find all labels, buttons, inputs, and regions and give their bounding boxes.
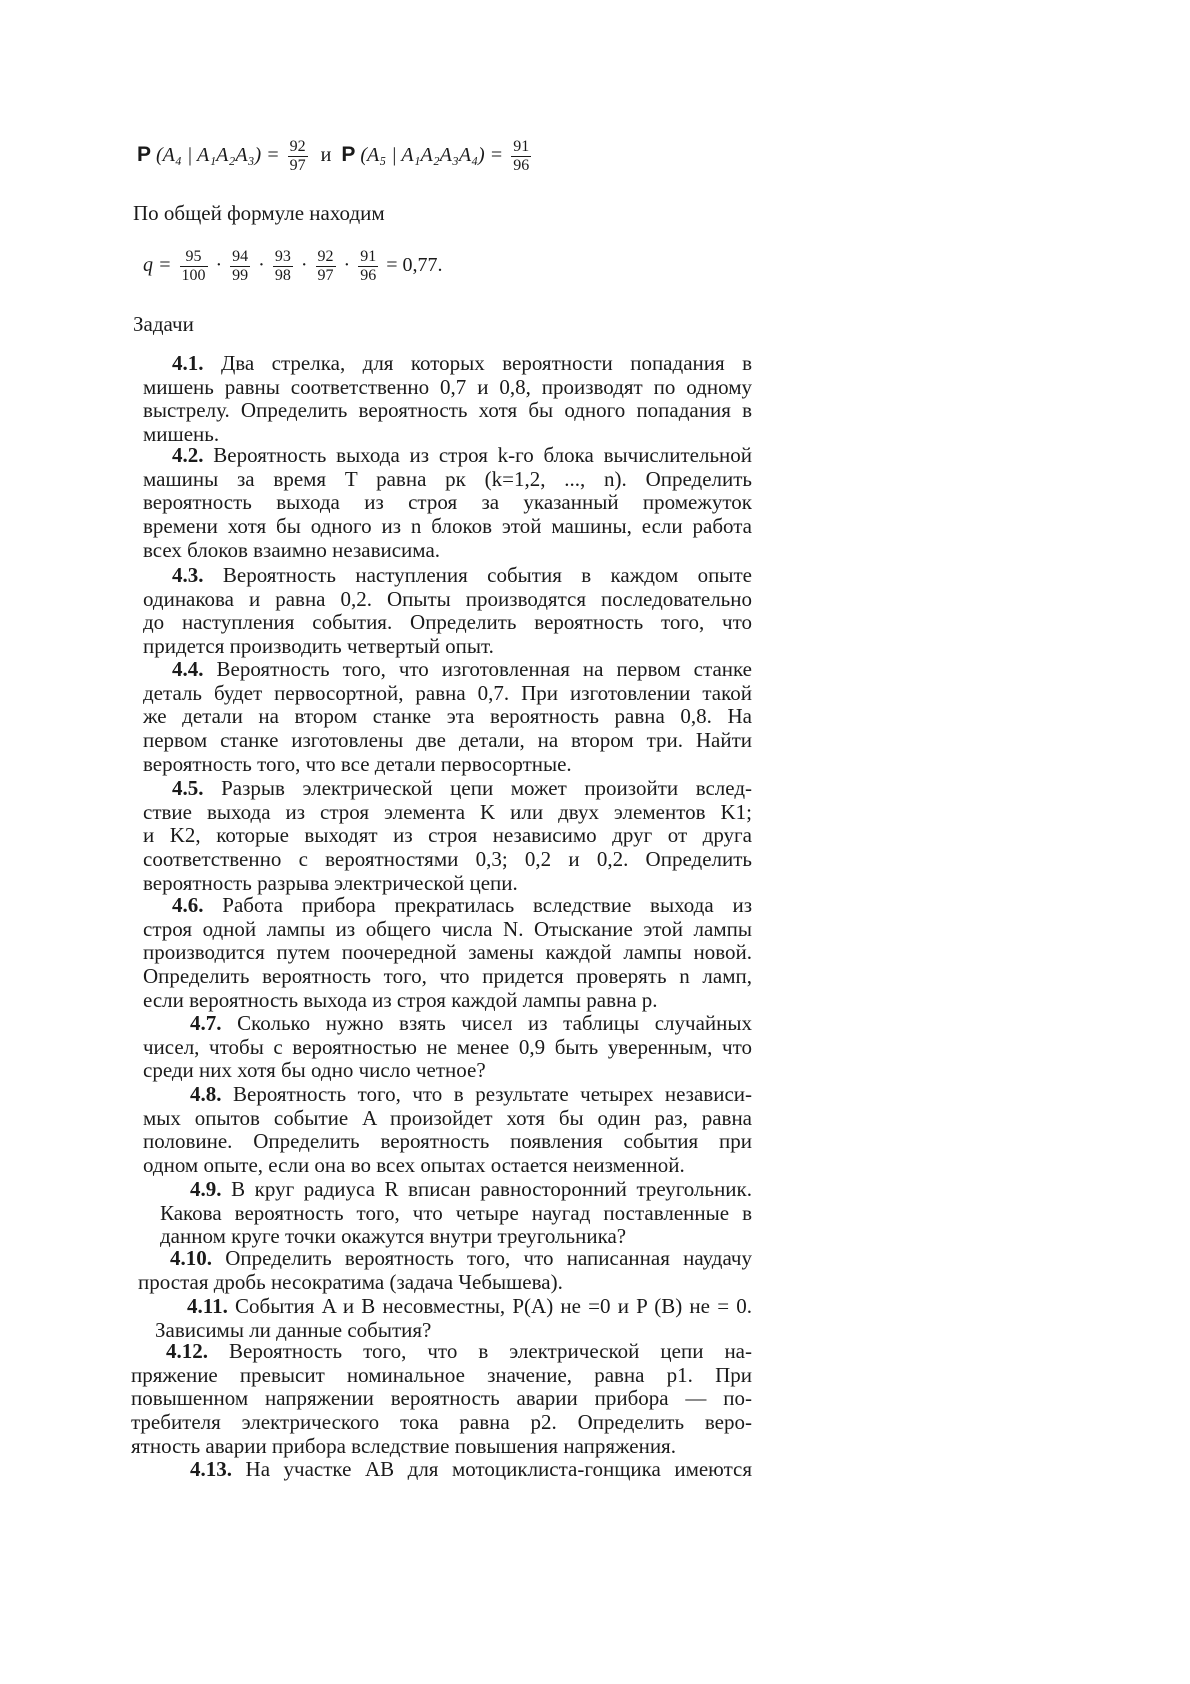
problem-line	[143, 916, 752, 942]
problem-line	[172, 442, 752, 468]
section-title: Задачи	[133, 312, 194, 336]
problem-text: мишень.	[143, 422, 220, 447]
problem-line	[143, 703, 752, 729]
problem-text: Вероятность того, что в результате четырех независи-	[233, 1082, 753, 1106]
problem-text: вероятность выхода из строя за указанный промежуток	[143, 490, 752, 515]
problem-line	[172, 562, 752, 588]
q-fraction: $\frac{92}{97}$	[317, 248, 334, 284]
problem-text: же детали на втором станке эта вероятность равна 0,8. На	[143, 704, 752, 729]
problem-text: одном опыте, если она во всех опытах остается неизменной.	[143, 1153, 685, 1178]
problem-line	[160, 1200, 752, 1226]
general-formula-intro: По общей формуле находим	[133, 201, 385, 225]
problem-line	[143, 609, 752, 635]
problem-text: Вероятность наступления события в каждом опыте	[222, 563, 753, 587]
problem-text: данном круге точки окажутся внутри треугольника?	[160, 1224, 627, 1249]
problem-number: 4.3.	[172, 563, 223, 587]
conditional-probability-formulas	[137, 138, 534, 175]
problem-line	[143, 939, 752, 965]
problem-line	[190, 1176, 752, 1202]
problem-number: 4.7.	[190, 1011, 238, 1035]
problem-number: 4.4.	[172, 657, 217, 681]
problem-text: ятность аварии прибора вследствие повышения напряжения.	[131, 1433, 676, 1458]
problem-text: мишень равны соответственно 0,7 и 0,8, производят по одному	[143, 374, 752, 399]
problem-text: вероятность разрыва электрической цепи.	[143, 870, 518, 895]
problem-text: если вероятность выхода из строя каждой лампы равна p.	[143, 987, 658, 1012]
q-prefix: q =	[143, 254, 172, 277]
problem-line	[172, 656, 752, 682]
fraction-91-96: $\frac{91}{96}$	[513, 138, 530, 174]
problem-number: 4.11.	[187, 1294, 236, 1318]
problem-text: вероятность того, что все детали первосортные.	[143, 751, 572, 776]
problem-text: ствие выхода из строя элемента K или двух элементов K1;	[143, 799, 752, 824]
problem-line	[143, 1128, 752, 1154]
formula-a4: (A₄ | A₁A₂A₃) =	[156, 144, 280, 167]
problem-line	[143, 466, 752, 492]
problem-text: времени хотя бы одного из n блоков этой машины, если работа	[143, 514, 752, 539]
problem-line	[143, 751, 572, 777]
problem-text: На участке AB для мотоциклиста-гонщика имеются	[245, 1457, 753, 1481]
problem-number: 4.12.	[166, 1339, 230, 1363]
problem-number: 4.2.	[172, 443, 214, 467]
problem-line	[143, 822, 752, 848]
problem-line	[131, 1385, 752, 1411]
problem-line	[166, 1338, 752, 1364]
problem-text: Сколько нужно взять чисел из таблицы случайных	[237, 1011, 752, 1035]
problem-text: требителя электрического тока равна p2. Определить веро-	[131, 1410, 752, 1435]
problem-number: 4.8.	[190, 1082, 233, 1106]
problem-line	[172, 350, 752, 376]
problem-line	[143, 537, 440, 563]
problem-line	[143, 374, 752, 400]
problem-number: 4.6.	[172, 893, 223, 917]
problem-text: простая дробь несократима (задача Чебышева).	[138, 1269, 563, 1294]
problem-line	[143, 727, 752, 753]
problem-text: чисел, чтобы с вероятностью не менее 0,9 быть уверенным, что	[143, 1034, 752, 1059]
problem-line	[138, 1269, 563, 1295]
problem-line	[143, 963, 752, 989]
problem-line	[143, 513, 752, 539]
problem-text: Какова вероятность того, что четыре наугад поставленные в	[160, 1200, 752, 1225]
problem-text: строя одной лампы из общего числа N. Отыскание этой лампы	[143, 916, 752, 941]
q-fraction: $\frac{91}{96}$	[360, 248, 377, 284]
q-fraction: $\frac{93}{98}$	[274, 248, 291, 284]
q-product-formula: q = $\frac{95}{100}$ · $\frac{94}{99}$ · $\frac{93}{98}$ · $\frac{92}{97}$ · $\frac{91}{96}$ = 0,77.	[143, 248, 443, 284]
problem-line	[143, 680, 752, 706]
prob-symbol: P	[137, 143, 152, 167]
problem-line	[143, 987, 658, 1013]
problem-text: Работа прибора прекратилась вследствие выхода из	[222, 893, 753, 917]
problem-text: В круг радиуса R вписан равносторонний треугольник.	[231, 1177, 753, 1201]
problem-line	[172, 892, 752, 918]
q-fraction: $\frac{94}{99}$	[232, 248, 249, 284]
problem-number: 4.10.	[170, 1246, 226, 1270]
problem-text: Определить вероятность того, что написанная наудачу	[225, 1246, 752, 1270]
q-fraction: $\frac{95}{100}$	[181, 248, 206, 284]
problem-text: деталь будет первосортной, равна 0,7. При изготовлении такой	[143, 680, 752, 705]
problem-text: первом станке изготовлены две детали, на втором три. Найти	[143, 728, 752, 753]
problem-text: Определить вероятность того, что придется проверять n ламп,	[143, 964, 752, 989]
problem-text: мых опытов событие A произойдет хотя бы один раз, равна	[143, 1105, 752, 1130]
problem-line	[143, 799, 752, 825]
problem-line	[131, 1362, 752, 1388]
problem-line	[172, 775, 752, 801]
problem-text: выстрелу. Определить вероятность хотя бы одного попадания в	[143, 398, 752, 423]
problem-number: 4.9.	[190, 1177, 232, 1201]
problem-line	[187, 1293, 752, 1319]
problem-text: до наступления события. Определить вероятность того, что	[143, 610, 752, 635]
problem-text: Два стрелка, для которых вероятности попадания в	[220, 351, 753, 375]
problem-text: повышенном напряжении вероятность аварии прибора — по-	[131, 1386, 752, 1411]
problem-line	[170, 1245, 752, 1271]
problem-text: События A и B несовместны, P(A) не =0 и P (B) не = 0.	[235, 1294, 752, 1318]
problem-text: Зависимы ли данные события?	[155, 1317, 432, 1342]
problem-line	[143, 1057, 486, 1083]
problem-line	[143, 1152, 685, 1178]
problem-text: Вероятность выхода из строя k-го блока вычислительной	[213, 443, 752, 467]
fraction-92-97: $\frac{92}{97}$	[289, 138, 306, 174]
problem-number: 4.5.	[172, 776, 222, 800]
problem-text: одинакова и равна 0,2. Опыты производятся последовательно	[143, 586, 752, 611]
problem-text: Вероятность того, что в электрической цепи на-	[229, 1339, 752, 1363]
problem-text: производится путем поочередной замены каждой лампы новой.	[143, 940, 752, 965]
problem-text: всех блоков взаимно независима.	[143, 537, 441, 562]
q-result: = 0,77.	[381, 254, 443, 277]
problem-line	[143, 586, 752, 612]
problem-text: придется производить четвертый опыт.	[143, 634, 494, 659]
problem-line	[143, 846, 752, 872]
problem-text: соответственно с вероятностями 0,3; 0,2 и 0,2. Определить	[143, 847, 752, 872]
problem-line	[190, 1456, 752, 1482]
problem-line	[131, 1409, 752, 1435]
problem-text: и K2, которые выходят из строя независимо друг от друга	[143, 823, 752, 848]
problem-line	[143, 1105, 752, 1131]
and-word: и	[320, 144, 332, 167]
problem-text: половине. Определить вероятность появления события при	[143, 1129, 752, 1154]
problem-line	[131, 1433, 676, 1459]
problem-line	[190, 1010, 752, 1036]
problem-number: 4.13.	[190, 1457, 246, 1481]
prob-symbol: P	[341, 143, 356, 167]
problem-line	[143, 1034, 752, 1060]
problem-text: Разрыв электрической цепи может произойти вслед-	[221, 776, 753, 800]
problem-text: Вероятность того, что изготовленная на первом станке	[216, 657, 752, 681]
problem-text: пряжение превысит номинальное значение, равна p1. При	[131, 1362, 752, 1387]
problem-number: 4.1.	[172, 351, 221, 375]
formula-a5: (A₅ | A₁A₂A₃A₄) =	[360, 144, 504, 167]
problem-line	[143, 397, 752, 423]
problem-line	[190, 1081, 752, 1107]
problem-text: машины за время T равна pк (k=1,2, ..., n). Определить	[143, 466, 752, 491]
problem-line	[143, 489, 752, 515]
problem-text: среди них хотя бы одно число четное?	[143, 1058, 486, 1083]
